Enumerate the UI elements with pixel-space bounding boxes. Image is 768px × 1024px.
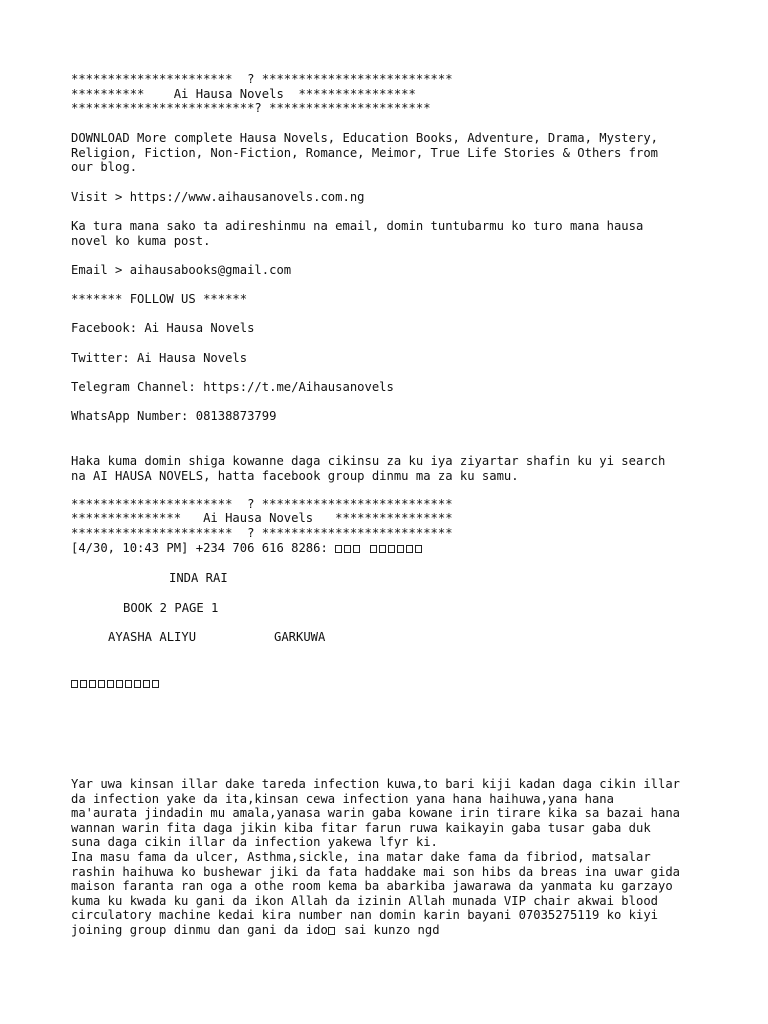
body-line-11-end: sai kunzo ngd bbox=[336, 923, 440, 937]
missing-glyph-row bbox=[71, 676, 161, 691]
message-header: [4/30, 10:43 PM] +234 706 616 8286: bbox=[71, 541, 328, 555]
missing-glyph-icon bbox=[353, 545, 360, 553]
missing-glyph-icon bbox=[134, 680, 141, 688]
body-line-2: da infection yake da ita,kinsan cewa infection yana hana haihuwa,yana hana bbox=[71, 791, 614, 806]
email-line[interactable]: Email > aihausabooks@gmail.com bbox=[71, 262, 292, 277]
author-name: AYASHA ALIYU bbox=[108, 630, 197, 644]
missing-glyph-icon bbox=[379, 545, 386, 553]
twitter-line: Twitter: Ai Hausa Novels bbox=[71, 350, 248, 365]
missing-glyph-icon bbox=[415, 545, 422, 553]
missing-glyph-icon bbox=[71, 680, 78, 688]
download-line-2: Religion, Fiction, Non-Fiction, Romance, Meimor, True Life Stories & Others from bbox=[71, 145, 658, 160]
author-tag: GARKUWA bbox=[274, 630, 326, 644]
body-line-3: ma'aurata jindadin mu amala,yanasa warin gaba kowane irin tirare kika sa bazai hana bbox=[71, 806, 681, 821]
missing-glyph-icon bbox=[370, 545, 377, 553]
body-line-4: wannan warin fita daga jikin kiba fitar farun ruwa kaikayin gaba tusar gaba duk bbox=[71, 820, 651, 835]
body-line-5: suna daga cikin illar da infection yakewa lfyr ki. bbox=[71, 835, 438, 850]
missing-glyph-icon bbox=[98, 680, 105, 688]
body-line-10: circulatory machine kedai kira number nan domin karin bayani 07035275119 ko kiyi bbox=[71, 908, 658, 923]
missing-glyph-icon bbox=[80, 680, 87, 688]
facebook-line: Facebook: Ai Hausa Novels bbox=[71, 321, 255, 335]
banner-bottom-line-3: ********************** ? ************************** bbox=[71, 525, 453, 540]
banner-top-line-1: ********************** ? ************************** bbox=[71, 72, 453, 86]
body-line-1: Yar uwa kinsan illar dake tareda infection kuwa,to bari kiji kadan daga cikin illar bbox=[71, 777, 681, 791]
missing-glyph-icon bbox=[335, 545, 342, 553]
whatsapp-line: WhatsApp Number: 08138873799 bbox=[71, 409, 277, 423]
missing-glyph-icon bbox=[125, 680, 132, 688]
missing-glyph-icon bbox=[397, 545, 404, 553]
search-line-2: na AI HAUSA NOVELS, hatta facebook group dinmu ma za ku samu. bbox=[71, 468, 519, 483]
missing-glyph-icon bbox=[143, 680, 150, 688]
missing-glyph-icon-group bbox=[335, 541, 362, 555]
missing-glyph-icon-group bbox=[370, 541, 424, 555]
follow-us-heading: ******* FOLLOW US ****** bbox=[71, 292, 248, 306]
missing-glyph-icon bbox=[328, 927, 335, 935]
missing-glyph-icon bbox=[107, 680, 114, 688]
banner-top-line-2: ********** Ai Hausa Novels **************** bbox=[71, 86, 416, 101]
story-title: INDA RAI bbox=[169, 571, 228, 585]
body-line-7: rashin haihuwa ko bushewar jiki da fata haddake mai son hibs da breas ina uwar gida bbox=[71, 864, 681, 879]
body-line-11 bbox=[71, 923, 440, 938]
body-line-11-start: joining group dinmu dan gani da ido bbox=[71, 923, 328, 937]
address-line-1: Ka tura mana sako ta adireshinmu na email, domin tuntubarmu ko turo mana hausa bbox=[71, 219, 644, 233]
missing-glyph-icon bbox=[89, 680, 96, 688]
banner-bottom-line-1: ********************** ? ************************** bbox=[71, 496, 453, 511]
message-header-line bbox=[71, 541, 424, 556]
body-line-6: Ina masu fama da ulcer, Asthma,sickle, ina matar dake fama da fibriod, matsalar bbox=[71, 850, 651, 864]
download-line-3: our blog. bbox=[71, 160, 138, 175]
book-page-label: BOOK 2 PAGE 1 bbox=[123, 600, 219, 615]
banner-bottom-line-2: *************** Ai Hausa Novels **************** bbox=[71, 511, 453, 526]
address-line-2: novel ko kuma post. bbox=[71, 233, 211, 248]
missing-glyph-icon bbox=[116, 680, 123, 688]
body-line-9: kuma ku kwada ku gani da ikon Allah da izinin Allah munada VIP chair akwai blood bbox=[71, 893, 658, 908]
missing-glyph-icon bbox=[388, 545, 395, 553]
banner-top-line-3: *************************? ********************** bbox=[71, 101, 431, 116]
search-line-1: Haka kuma domin shiga kowanne daga cikinsu za ku iya ziyartar shafin ku yi search bbox=[71, 454, 666, 468]
visit-link[interactable]: Visit > https://www.aihausanovels.com.ng bbox=[71, 189, 365, 204]
missing-glyph-icon bbox=[344, 545, 351, 553]
body-line-8: maison faranta ran oga a othe room kema ba abarkiba jawarawa da yanmata ku garzayo bbox=[71, 879, 673, 894]
download-line-1: DOWNLOAD More complete Hausa Novels, Education Books, Adventure, Drama, Mystery, bbox=[71, 131, 658, 145]
missing-glyph-icon bbox=[152, 680, 159, 688]
missing-glyph-icon bbox=[406, 545, 413, 553]
telegram-line[interactable]: Telegram Channel: https://t.me/Aihausanovels bbox=[71, 380, 394, 394]
